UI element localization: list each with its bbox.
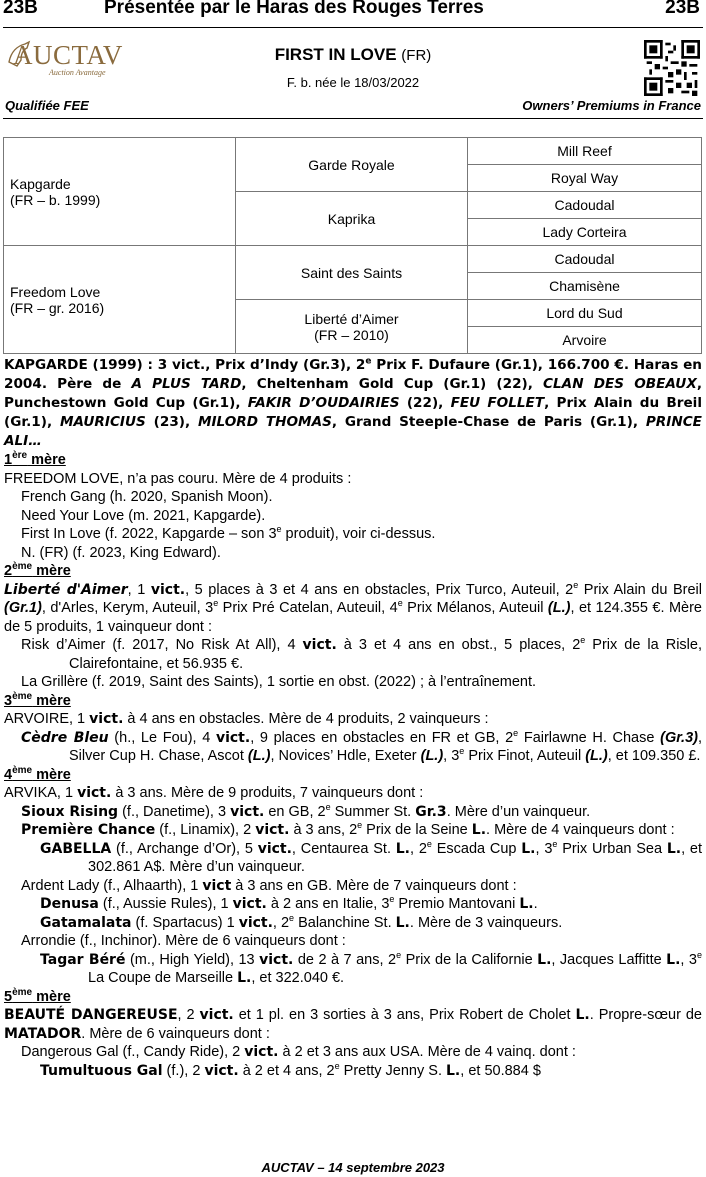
produce-line: French Gang (h. 2020, Spanish Moon). — [21, 489, 273, 505]
third-dam-intro: ARVOIRE, 1 vict. à 4 ans en obstacles. Mère de 4 produits, 2 vainqueurs : — [4, 711, 489, 727]
pedigree-ancestor: Lady Corteira — [468, 219, 702, 246]
pedigree-dam: Freedom Love (FR – gr. 2016) — [4, 246, 236, 354]
pedigree-sire-dam: Kaprika — [236, 192, 468, 246]
logo-tagline: Auction Avantage — [49, 68, 106, 77]
produce-line: Denusa (f., Aussie Rules), 1 vict. à 2 ans en Italie, 3e Premio Mantovani L.. — [40, 894, 538, 912]
pedigree-ancestor: Mill Reef — [468, 138, 702, 165]
horse-title — [0, 45, 706, 65]
produce-line: Risk d’Aimer (f. 2017, No Risk At All), 4 vict. à 3 et 4 ans en obst., 5 places, 2e Prix de la Risle, Clairefontaine, et 56.935 €. — [21, 635, 702, 672]
catalogue-body — [4, 356, 702, 1080]
pedigree-ancestor: Arvoire — [468, 327, 702, 354]
pedigree-ancestor: Chamisène — [468, 273, 702, 300]
first-dam-heading: 1ère mère — [4, 450, 66, 468]
horse-name: FIRST IN LOVE — [274, 45, 397, 64]
horse-info: F. b. née le 18/03/2022 — [286, 75, 420, 90]
pedigree-ancestor: Royal Way — [468, 165, 702, 192]
second-dam-record: Liberté d'Aimer, 1 vict., 5 places à 3 et 4 ans en obstacles, Prix Turco, Auteuil, 2e Prix Alain du Breil (Gr.1), d'Arles, Kerym, Auteuil, 3e Prix Pré Catelan, Auteuil, 4e Prix Mélanos, Auteuil (L.), et 124.355 €. Mère de 5 produits, 1 vainqueur dont : — [4, 579, 702, 635]
pedigree-ancestor: Cadoudal — [468, 192, 702, 219]
produce-line: Need Your Love (m. 2021, Kapgarde). — [21, 507, 266, 524]
fourth-dam-intro: ARVIKA, 1 vict. à 3 ans. Mère de 9 produits, 7 vainqueurs dont : — [4, 785, 424, 801]
produce-line: N. (FR) (f. 2023, King Edward). — [21, 544, 221, 561]
fifth-dam-record: BEAUTÉ DANGEREUSE, 2 vict. et 1 pl. en 3 sorties à 3 ans, Prix Robert de Cholet L.. Propre-sœur de MATADOR. Mère de 6 vainqueurs dont : — [4, 1007, 702, 1042]
divider — [3, 27, 703, 28]
lot-number-left: 23B — [3, 0, 38, 18]
produce-line: Arrondie (f., Inchinor). Mère de 6 vainqueurs dont : — [21, 933, 346, 949]
fourth-dam-heading: 4ème mère — [4, 764, 71, 783]
produce-line: Dangerous Gal (f., Candy Ride), 2 vict. à 2 et 3 ans aux USA. Mère de 4 vainq. dont : — [21, 1044, 576, 1060]
pedigree-dam-sire: Saint des Saints — [236, 246, 468, 300]
sire-paragraph: KAPGARDE (1999) : 3 vict., Prix d’Indy (Gr.3), 2e Prix F. Dufaure (Gr.1), 166.700 €. Haras en 2004. Père de A PLUS TARD, Cheltenham Gold Cup (Gr.1) (22), CLAN DES OBEAUX, Punchestown Gold Cup (Gr.1), FAKIR D’OUDAIRIES (22), FEU FOLLET, Prix Alain du Breil (Gr.1), MAURICIUS (23), MILORD THOMAS, Grand Steeple-Chase de Paris (Gr.1), PRINCE ALI… — [4, 356, 702, 449]
qualification-label: Qualifiée FEE — [5, 98, 89, 113]
pedigree-sire: Kapgarde (FR – b. 1999) — [4, 138, 236, 246]
produce-line: Sioux Rising (f., Danetime), 3 vict. en GB, 2e Summer St. Gr.3. Mère d’un vainqueur. — [21, 801, 591, 820]
produce-line: Tagar Béré (m., High Yield), 13 vict. de 2 à 7 ans, 2e Prix de la Californie L., Jacques Laffitte L., 3e La Coupe de Marseille L., et 322.040 €. — [40, 949, 703, 986]
premiums-label: Owners’ Premiums in France — [522, 98, 701, 113]
fifth-dam-heading: 5ème mère — [4, 986, 71, 1005]
logo-wordmark: AUCTAV — [13, 40, 123, 70]
pedigree-dam-dam: Liberté d’Aimer (FR – 2010) — [236, 300, 468, 354]
pedigree-ancestor: Cadoudal — [468, 246, 702, 273]
produce-line: Ardent Lady (f., Alhaarth), 1 vict à 3 ans en GB. Mère de 7 vainqueurs dont : — [21, 877, 517, 894]
pedigree-table — [3, 137, 702, 354]
qr-code-icon — [644, 40, 700, 96]
produce-line: GABELLA (f., Archange d’Or), 5 vict., Centaurea St. L., 2e Escada Cup L., 3e Prix Urban Sea L., et 302.861 A$. Mère d’un vainqueur. — [40, 838, 702, 875]
produce-line: Tumultuous Gal (f.), 2 vict. à 2 et 4 ans, 2e Pretty Jenny S. L., et 50.884 $ — [40, 1060, 541, 1079]
page-footer: AUCTAV – 14 septembre 2023 — [261, 1160, 445, 1175]
horse-origin: (FR) — [401, 47, 432, 64]
produce-line: Cèdre Bleu (h., Le Fou), 4 vict., 9 places en obstacles en FR et GB, 2e Fairlawne H. Chase (Gr.3), Silver Cup H. Chase, Ascot (L.), Novices’ Hdle, Exeter (L.), 3e Prix Finot, Auteuil (L.), et 109.350 £. — [21, 727, 703, 764]
third-dam-heading: 3ème mère — [4, 690, 71, 709]
lot-number-right: 23B — [665, 0, 700, 18]
pedigree-sire-sire: Garde Royale — [236, 138, 468, 192]
pedigree-ancestor: Lord du Sud — [468, 300, 702, 327]
presented-by: Présentée par le Haras des Rouges Terres — [104, 0, 484, 18]
produce-line: First In Love (f. 2022, Kapgarde – son 3e produit), voir ci-dessus. — [21, 524, 436, 542]
divider — [3, 118, 703, 119]
top-banner — [0, 0, 706, 22]
produce-line: La Grillère (f. 2019, Saint des Saints), 1 sortie en obst. (2022) ; à l’entraînement. — [21, 674, 537, 690]
produce-line: Gatamalata (f. Spartacus) 1 vict., 2e Balanchine St. L.. Mère de 3 vainqueurs. — [40, 912, 563, 931]
second-dam-heading: 2ème mère — [4, 561, 71, 579]
produce-line: Première Chance (f., Linamix), 2 vict. à 3 ans, 2e Prix de la Seine L.. Mère de 4 vainqueurs dont : — [21, 820, 675, 838]
first-dam-intro: FREEDOM LOVE, n’a pas couru. Mère de 4 produits : — [4, 470, 352, 487]
